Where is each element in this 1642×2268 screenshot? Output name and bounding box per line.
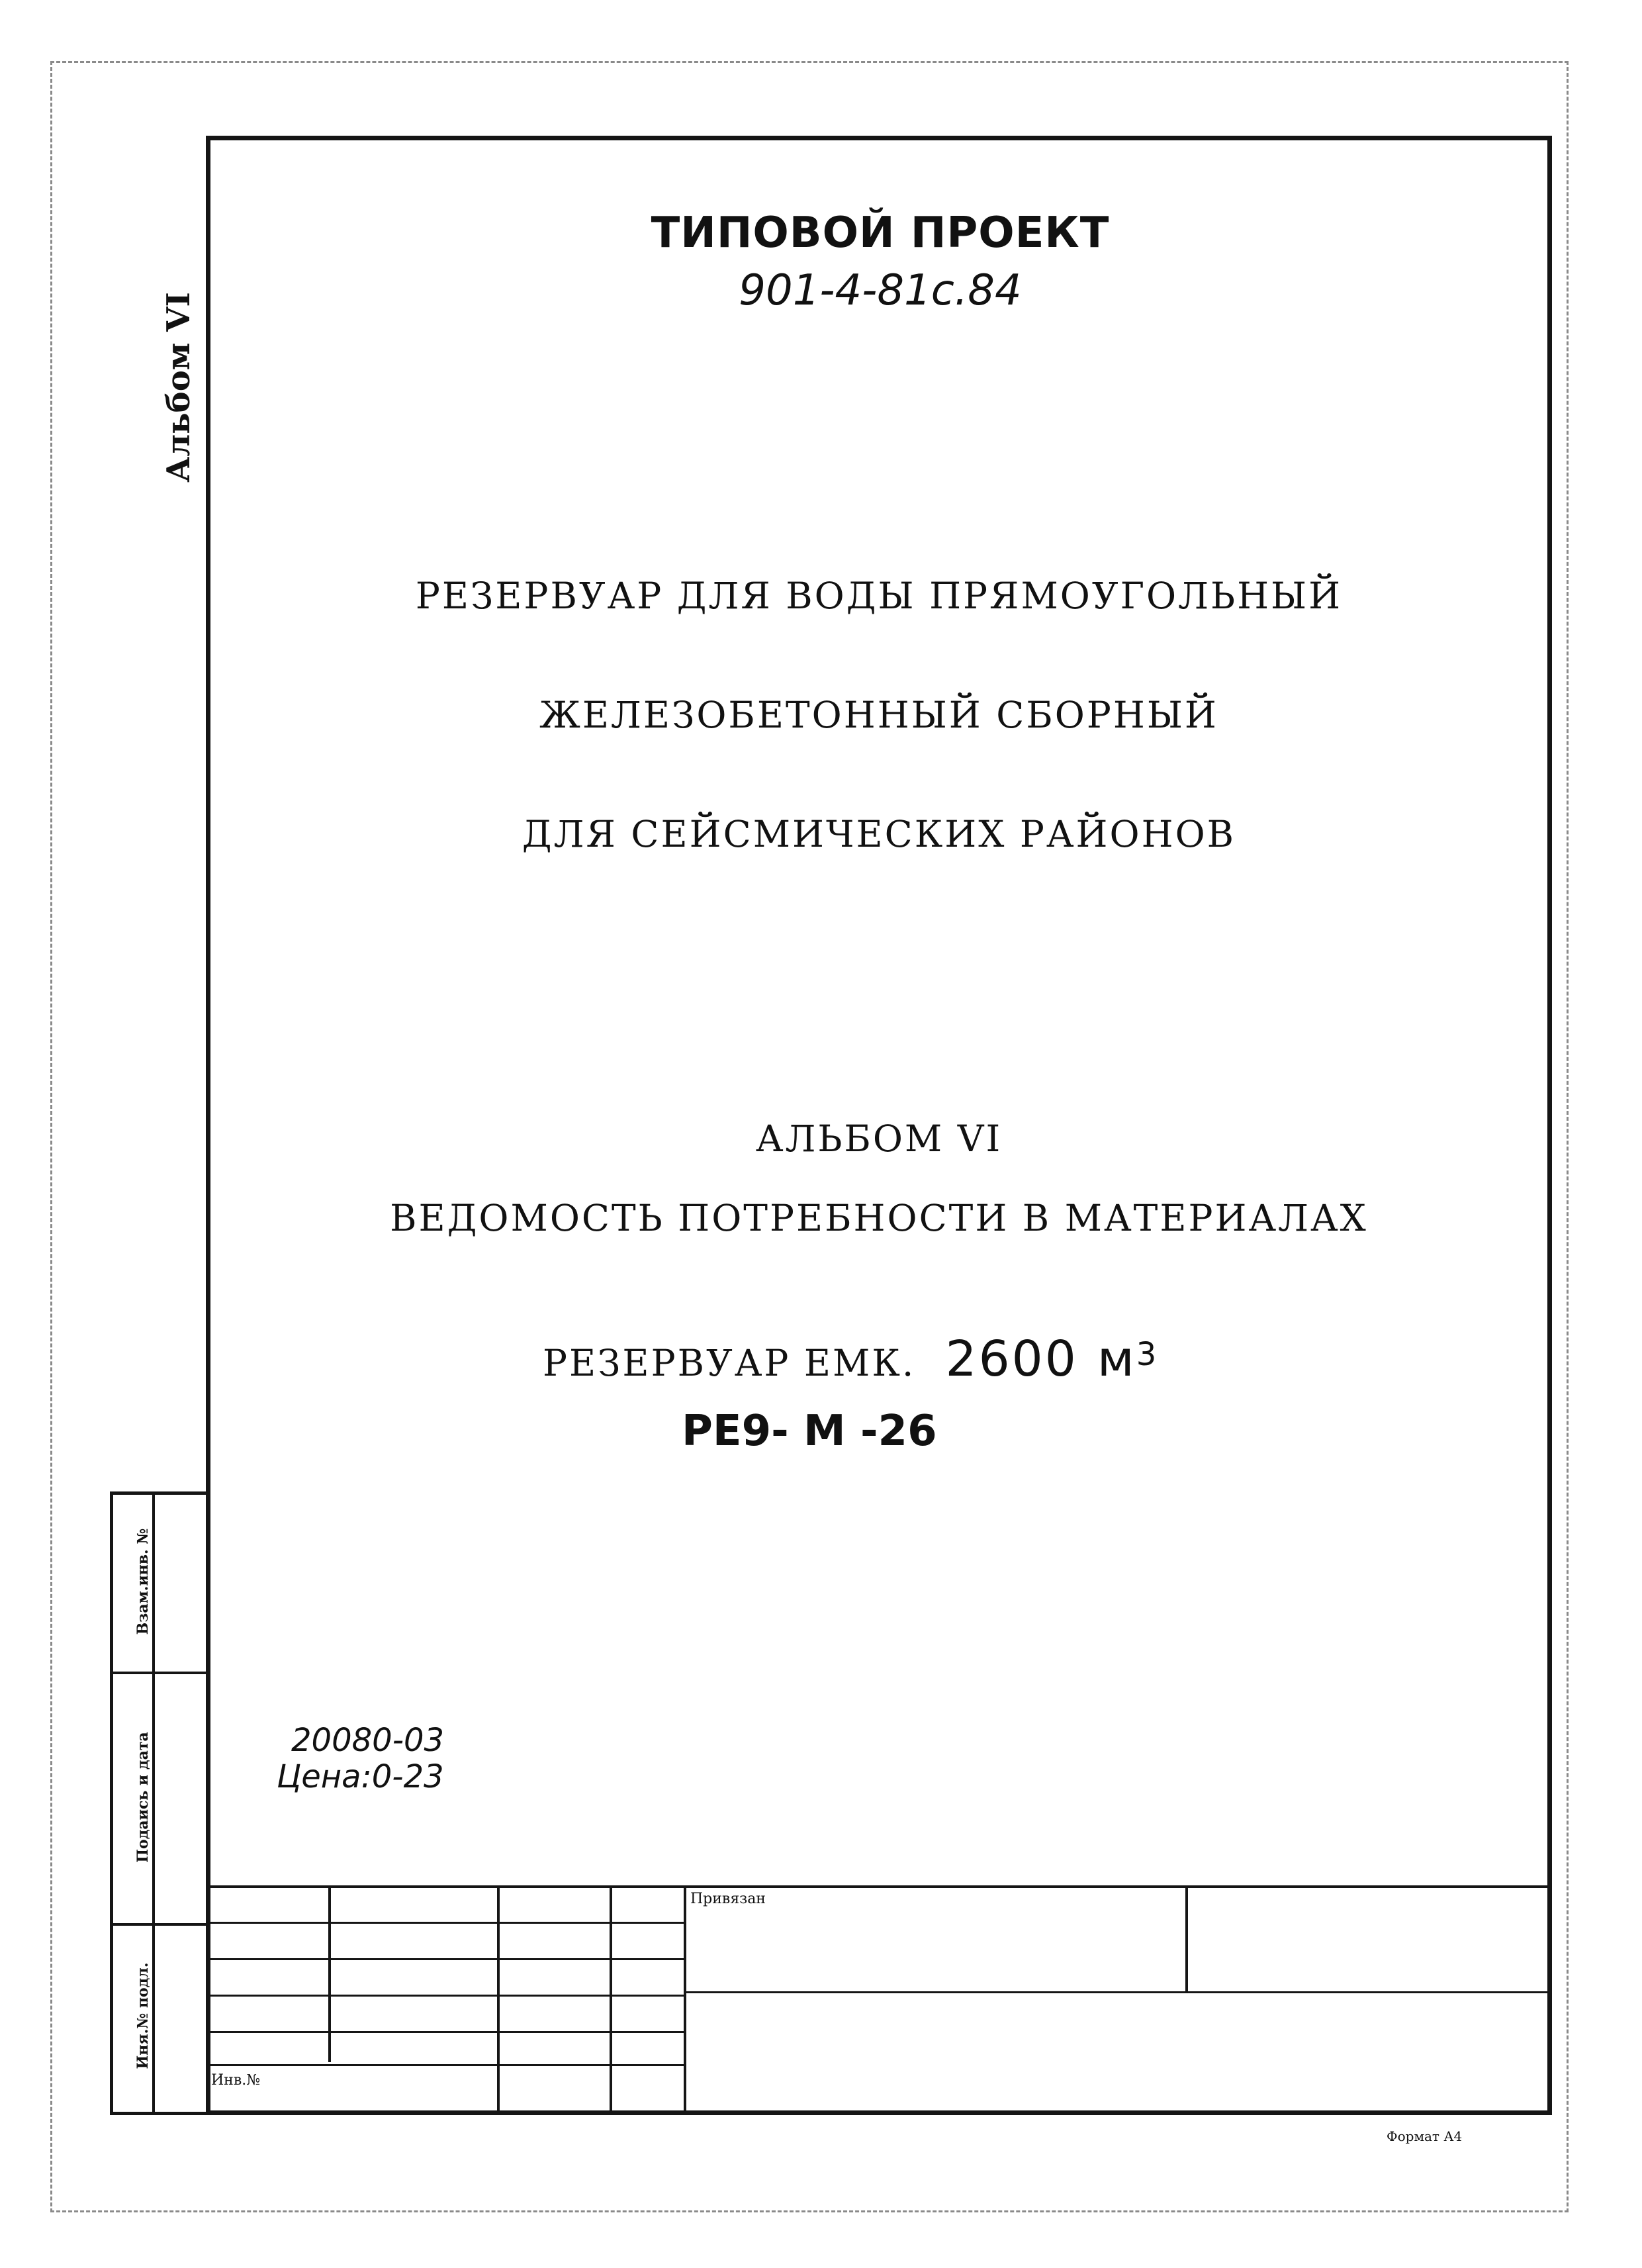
album-subtitle: ВЕДОМОСТЬ ПОТРЕБНОСТИ В МАТЕРИАЛАХ	[390, 1197, 1368, 1239]
stamp-price: Цена:0-23	[277, 1758, 444, 1795]
inv-podl-label: Иня.№ подл.	[134, 1962, 152, 2069]
privyazan-bottom-line	[684, 1991, 1552, 1993]
main-title-line-3: ДЛЯ СЕЙСМИЧЕСКИХ РАЙОНОВ	[522, 813, 1236, 855]
grid-hline	[206, 1922, 684, 1924]
podpis-data-label: Подаись и дата	[134, 1732, 152, 1863]
reservoir-unit-power: 3	[1136, 1335, 1157, 1373]
title-block-top-line	[206, 1885, 1552, 1888]
reservoir-code: РЕ9- М -26	[682, 1407, 937, 1456]
grid-hline	[206, 1995, 684, 1997]
project-type-title: ТИПОВОЙ ПРОЕКТ	[651, 209, 1110, 258]
reservoir-label: РЕЗЕРВУАР ЕМК.	[543, 1342, 916, 1384]
stamp-number: 20080-03	[291, 1722, 445, 1759]
grid-vline	[328, 1885, 331, 2062]
grid-hline	[206, 2064, 684, 2066]
main-title-line-1: РЕЗЕРВУАР ДЛЯ ВОДЫ ПРЯМОУГОЛЬНЫЙ	[415, 575, 1343, 617]
binding-strip-separator	[110, 1672, 210, 1674]
format-label: Формат А4	[1387, 2128, 1463, 2144]
grid-hline	[206, 1958, 684, 1960]
vzam-inv-label: Взам.инв. №	[134, 1528, 152, 1635]
main-title-line-2: ЖЕЛЕЗОБЕТОННЫЙ СБОРНЫЙ	[539, 694, 1218, 736]
title-block	[206, 1885, 1552, 2115]
binding-strip-separator	[110, 1923, 210, 1926]
reservoir-capacity: 2600	[945, 1331, 1078, 1388]
privyazan-divider	[1185, 1885, 1188, 1991]
album-name: АЛЬБОМ VI	[755, 1117, 1003, 1160]
reservoir-unit: м	[1097, 1331, 1136, 1388]
inv-no-label: Инв.№	[211, 2072, 261, 2089]
binding-strip	[110, 1491, 210, 2115]
grid-vline	[610, 1885, 612, 2115]
album-side-label: Альбом VI	[160, 292, 197, 483]
reservoir-capacity-line	[543, 1331, 1156, 1388]
grid-vline	[684, 1885, 686, 2115]
project-number: 901-4-81с.84	[739, 266, 1022, 315]
grid-hline	[206, 2031, 684, 2033]
grid-vline	[497, 1885, 500, 2115]
privyazan-label: Привязан	[690, 1891, 766, 1907]
